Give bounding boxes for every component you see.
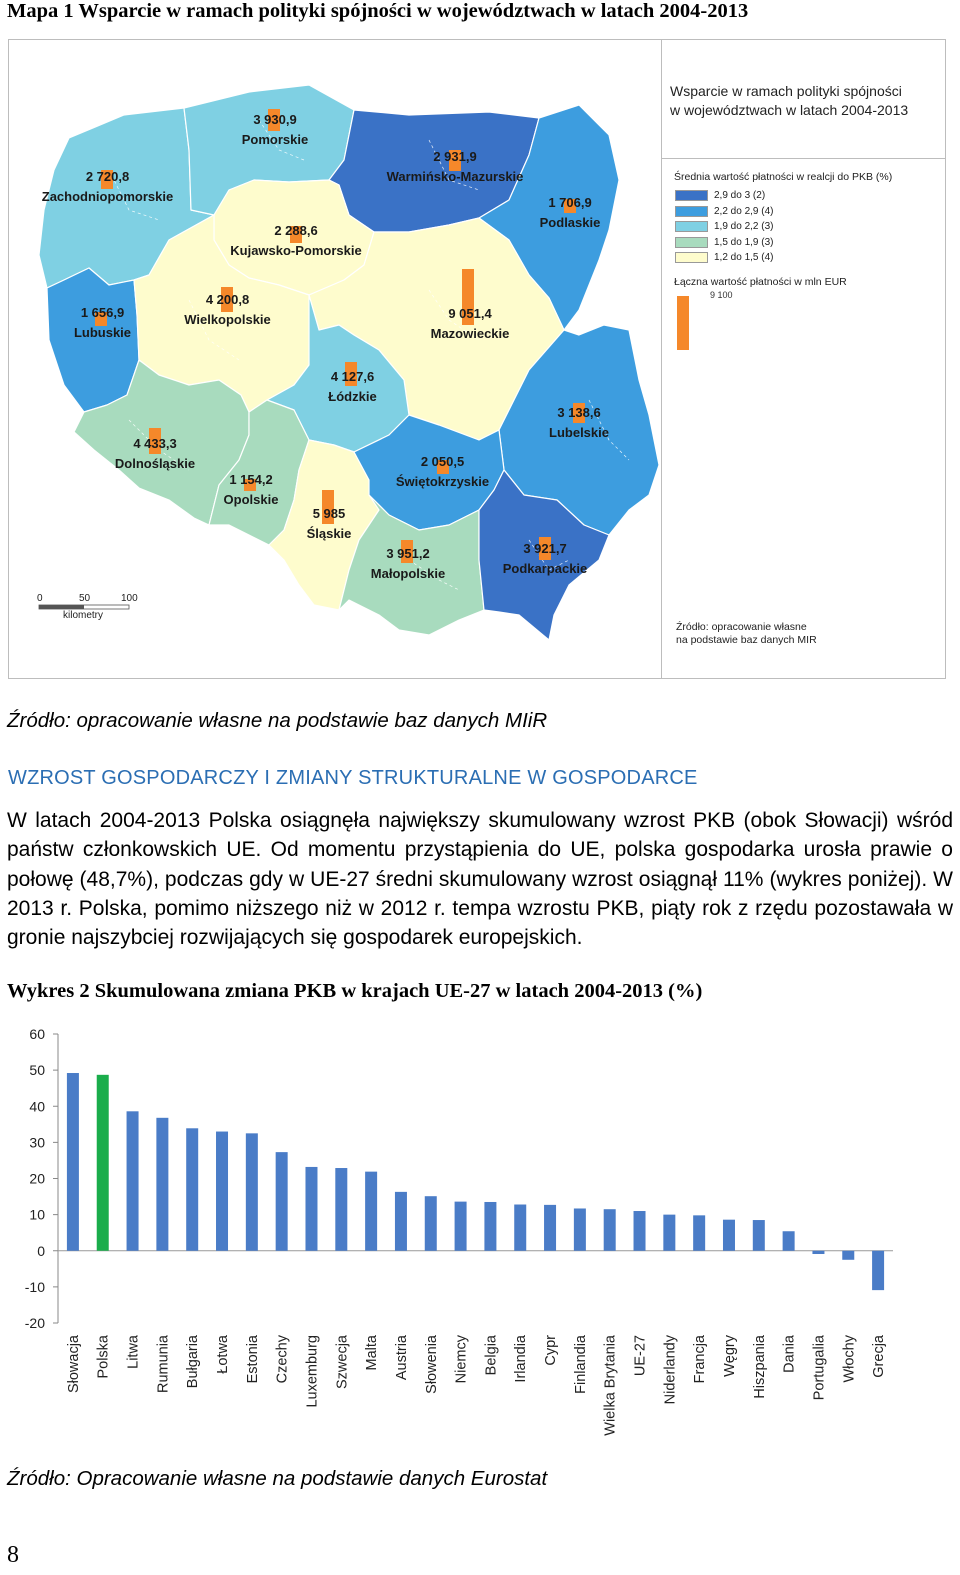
legend-bar-value: 9 100 [710, 290, 733, 300]
scale-tick-100: 100 [121, 593, 138, 604]
legend-bar [677, 296, 689, 350]
x-tick-label: Niderlandy [662, 1335, 679, 1405]
x-tick-label: Słowenia [423, 1335, 440, 1394]
legend-avg-label: Średnia wartość płatności w realcji do PKB (%) [674, 171, 893, 183]
region-label-pomorskie: 3 930,9 Pomorskie [241, 112, 309, 147]
bar-15 [484, 1202, 496, 1251]
x-tick-label: Łotwa [215, 1335, 232, 1374]
x-tick-label: Szwecja [334, 1335, 351, 1389]
bar-16 [514, 1205, 526, 1251]
x-tick-label: Polska [95, 1335, 112, 1379]
region-label-swietokrzyskie: 2 050,5 Świętokrzyskie [395, 454, 490, 489]
bar-13 [425, 1196, 437, 1251]
scale-tick-0: 0 [37, 593, 43, 604]
x-tick-label: Hiszpania [751, 1335, 768, 1399]
x-tick-label: Wielka Brytania [602, 1335, 619, 1436]
bar-19 [604, 1209, 616, 1251]
region-label-slaskie: 5 985 Śląskie [306, 506, 352, 541]
x-tick-label: Litwa [125, 1335, 142, 1369]
x-tick-label: Węgry [721, 1335, 738, 1377]
bar-11 [365, 1172, 377, 1251]
scale-bar [39, 605, 129, 609]
chart-title: Wykres 2 Skumulowana zmiana PKB w krajach UE-27 w latach 2004-2013 (%) [7, 980, 703, 1002]
legend-total-label: Łączna wartość płatności w mln EUR [674, 276, 847, 288]
bar-5 [186, 1128, 198, 1250]
region-label-podlaskie: 1 706,9 Podlaskie [539, 195, 601, 230]
x-tick-label: Cypr [543, 1335, 560, 1366]
bar-8 [276, 1152, 288, 1251]
bar-27 [842, 1251, 854, 1260]
bar-20 [634, 1211, 646, 1251]
y-tick-label: -10 [24, 1278, 45, 1295]
region-label-lubuskie: 1 656,9 Lubuskie [73, 305, 132, 340]
y-tick-label: 50 [29, 1062, 45, 1079]
bar-18 [574, 1208, 586, 1250]
x-tick-label: Francja [692, 1335, 709, 1384]
bar-21 [663, 1215, 675, 1251]
legend-class: 1,2 do 1,5 (4) [675, 252, 773, 263]
x-tick-label: Belgia [483, 1335, 500, 1376]
body-paragraph: W latach 2004-2013 Polska osiągnęła największy skumulowany wzrost PKB (obok Słowacji) wśród państw członkowskich UE. Od momentu przystąpienia do UE, polska gospodarka urosła prawie o połowę (48,7%), podczas gdy w UE-27 średni skumulowany wzrost osiągnął 11% (wykres poniżej). W 2013 r. Polska, pomimo niższego niż w 2012 r. tempa wzrostu PKB, piąty rok z rzędu pozostawała w gronie najszybciej rozwijających się gospodarek europejskich. [7, 809, 953, 950]
y-tick-label: 0 [37, 1242, 45, 1259]
map-title: Mapa 1 Wsparcie w ramach polityki spójności w województwach w latach 2004-2013 [7, 0, 749, 22]
legend-divider [661, 39, 662, 679]
section-title: WZROST GOSPODARCZY I ZMIANY STRUKTURALNE W GOSPODARCE [8, 767, 698, 789]
legend-divider-h [661, 158, 946, 159]
region-label-wielkopolskie: 4 200,8 Wielkopolskie [184, 292, 271, 327]
bar-6 [216, 1132, 228, 1251]
x-tick-label: Bułgaria [185, 1335, 202, 1389]
y-tick-label: 20 [29, 1170, 45, 1187]
region-label-zachodniopomorskie: 2 720,8 Zachodniopomorskie [41, 169, 174, 204]
x-tick-label: Dania [781, 1335, 798, 1373]
bar-23 [723, 1220, 735, 1251]
legend-class: 1,9 do 2,2 (3) [675, 221, 773, 232]
legend-class: 2,9 do 3 (2) [675, 190, 765, 201]
bar-24 [753, 1220, 765, 1251]
region-label-mazowieckie: 9 051,4 Mazowieckie [430, 306, 510, 341]
bar-1 [67, 1073, 79, 1251]
legend-class: 2,2 do 2,9 (4) [675, 206, 773, 217]
poland-map [9, 40, 661, 678]
bar-26 [812, 1251, 824, 1254]
legend-class: 1,5 do 1,9 (3) [675, 237, 773, 248]
region-label-dolnoslaskie: 4 433,3 Dolnośląskie [114, 436, 196, 471]
y-tick-label: 60 [29, 1026, 45, 1042]
x-tick-label: Irlandia [513, 1335, 530, 1383]
bar-28 [872, 1251, 884, 1290]
y-tick-label: 10 [29, 1206, 45, 1223]
region-label-podkarpackie: 3 921,7 Podkarpackie [502, 541, 588, 576]
x-tick-label: Finlandia [572, 1335, 589, 1394]
x-tick-label: Słowacja [65, 1335, 82, 1394]
region-label-lodzkie: 4 127,6 Łódzkie [328, 369, 377, 404]
bar-25 [783, 1231, 795, 1251]
x-tick-label: UE-27 [632, 1335, 649, 1377]
bar-17 [544, 1205, 556, 1251]
bar-3 [127, 1111, 139, 1250]
x-tick-label: Włochy [841, 1335, 858, 1383]
map-source: Źródło: opracowanie własne na podstawie baz danych MIiR [7, 709, 548, 732]
region-label-malopolskie: 3 951,2 Małopolskie [370, 546, 446, 581]
x-tick-label: Estonia [244, 1335, 261, 1384]
gdp-bar-chart [0, 1015, 960, 1455]
bar-4 [156, 1118, 168, 1251]
region-label-opolskie: 1 154,2 Opolskie [223, 472, 279, 507]
scale-tick-50: 50 [79, 593, 91, 604]
region-label-kujawsko-pomorskie: 2 288,6 Kujawsko-Pomorskie [230, 223, 362, 258]
y-tick-label: -20 [24, 1315, 45, 1331]
bar-7 [246, 1133, 258, 1250]
bar-9 [305, 1167, 317, 1251]
x-tick-label: Portugalia [811, 1335, 828, 1401]
page-number: 8 [7, 1542, 19, 1568]
x-tick-label: Rumunia [155, 1335, 172, 1394]
x-tick-label: Malta [364, 1335, 381, 1371]
x-tick-label: Luxemburg [304, 1335, 321, 1408]
x-tick-label: Niemcy [453, 1335, 470, 1384]
y-tick-label: 30 [29, 1134, 45, 1151]
bar-22 [693, 1215, 705, 1250]
x-tick-label: Grecja [871, 1335, 888, 1378]
bar-14 [455, 1202, 467, 1251]
legend-title: Wsparcie w ramach polityki spójności w województwach w latach 2004-2013 [670, 83, 909, 118]
scale-unit: kilometry [63, 610, 104, 621]
bar-12 [395, 1192, 407, 1251]
x-tick-label: Austria [393, 1335, 410, 1381]
region-label-warminsko-mazurskie: 2 931,9 Warmińsko-Mazurskie [386, 149, 524, 184]
bar-2 [97, 1075, 109, 1251]
legend-source: Źródło: opracowanie własne na podstawie baz danych MIR [676, 621, 817, 646]
bar-10 [335, 1168, 347, 1251]
chart-source: Źródło: Opracowanie własne na podstawie danych Eurostat [7, 1467, 548, 1490]
y-tick-label: 40 [29, 1098, 45, 1115]
region-label-lubelskie: 3 138,6 Lubelskie [549, 405, 609, 440]
x-tick-label: Czechy [274, 1335, 291, 1384]
